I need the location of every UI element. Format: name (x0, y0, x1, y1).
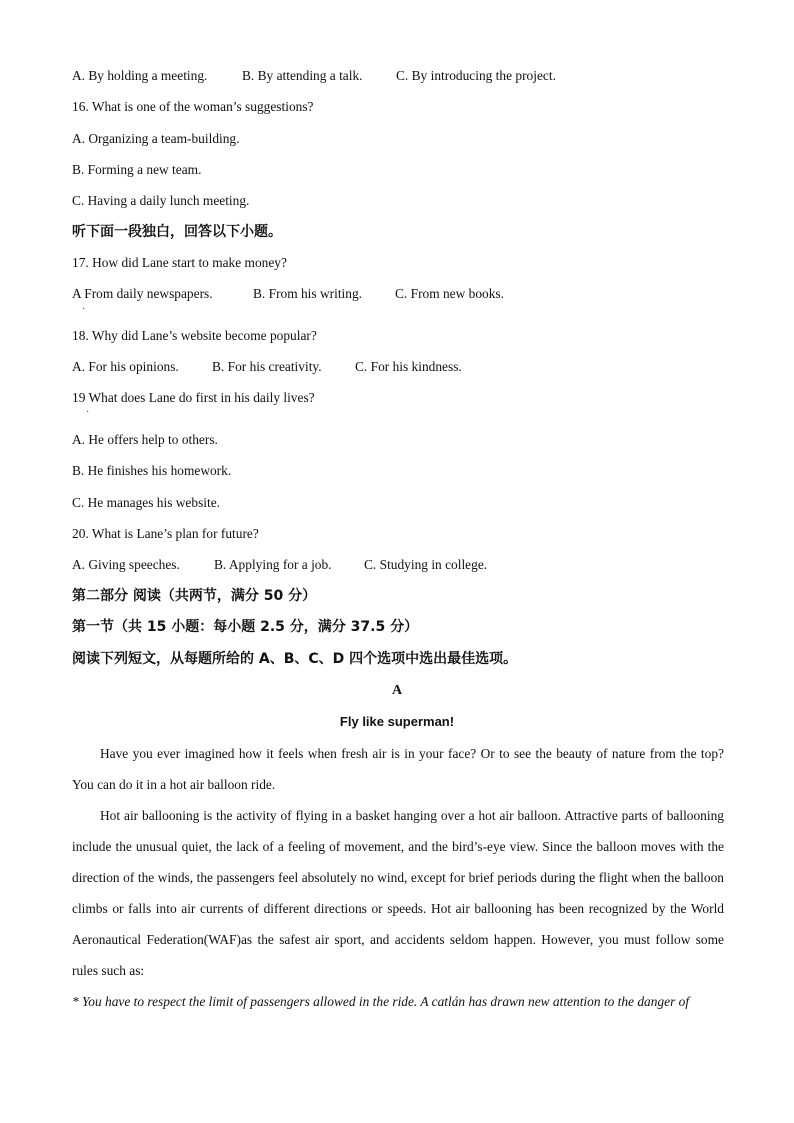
passage-paragraph-1: Have you ever imagined how it feels when fresh air is in your face? Or to see the beauty of nature from the top? You can do it in a hot air balloon ride. (72, 746, 724, 792)
reading-instructions: 阅读下列短文，从每题所给的 A、B、C、D 四个选项中选出最佳选项。 (72, 651, 518, 667)
q20-option-b: B. Applying for a job. (214, 557, 332, 572)
q18-option-c: C. For his kindness. (355, 359, 462, 374)
q18-option-b: B. For his creativity. (212, 359, 322, 374)
section1-heading: 第一节（共 15 小题：每小题 2.5 分，满分 37.5 分） (72, 619, 419, 635)
q15-option-b: B. By attending a talk. (242, 68, 363, 83)
q18-option-a: A. For his opinions. (72, 359, 179, 374)
q19-option-b: B. He finishes his homework. (72, 463, 232, 478)
q17-question: 17. How did Lane start to make money? (72, 255, 287, 270)
monologue-heading: 听下面一段独白，回答以下小题。 (72, 224, 282, 240)
q20-question: 20. What is Lane’s plan for future? (72, 526, 259, 541)
q16-option-a: A. Organizing a team-building. (72, 131, 240, 146)
q20-option-c: C. Studying in college. (364, 557, 488, 572)
part2-heading: 第二部分 阅读（共两节，满分 50 分） (72, 588, 317, 604)
passage-letter: A (391, 683, 403, 698)
q17-option-c: C. From new books. (395, 286, 504, 301)
q16-option-b: B. Forming a new team. (72, 162, 202, 177)
stray-mark: · (86, 407, 90, 418)
q18-question: 18. Why did Lane’s website become popular? (72, 328, 317, 343)
q16-question: 16. What is one of the woman’s suggestions? (72, 99, 314, 114)
q16-option-c: C. Having a daily lunch meeting. (72, 193, 250, 208)
q20-option-a: A. Giving speeches. (72, 557, 180, 572)
passage-rule-1: * You have to respect the limit of passengers allowed in the ride. A catlán has drawn new attention to the danger of (72, 994, 690, 1009)
passage-title: Fly like superman! (339, 714, 455, 729)
q15-option-a: A. By holding a meeting. (72, 68, 208, 83)
q15-option-c: C. By introducing the project. (396, 68, 556, 83)
q17-option-b: B. From his writing. (253, 286, 362, 301)
q17-option-a: A From daily newspapers. (72, 286, 213, 301)
passage-paragraph-2: Hot air ballooning is the activity of flying in a basket hanging over a hot air balloon. Attractive parts of ballooning include the unusual quiet, the lack of a feeling of movement, and the bird’s-eye view. Since the balloon moves with the direction of the winds, the passengers feel absolutely no wind, except for brief periods during the flight when the balloon climbs or falls into air currents of different directions or speeds. Hot air ballooning has been recognized by the World Aeronautical Federation(WAF)as the safest air sport, and accidents seldom happen. However, you must follow some rules such as: (72, 808, 724, 978)
q19-option-c: C. He manages his website. (72, 495, 221, 510)
q19-question: 19 What does Lane do first in his daily lives? (72, 390, 315, 405)
stray-mark: · (82, 304, 86, 315)
q19-option-a: A. He offers help to others. (72, 432, 218, 447)
